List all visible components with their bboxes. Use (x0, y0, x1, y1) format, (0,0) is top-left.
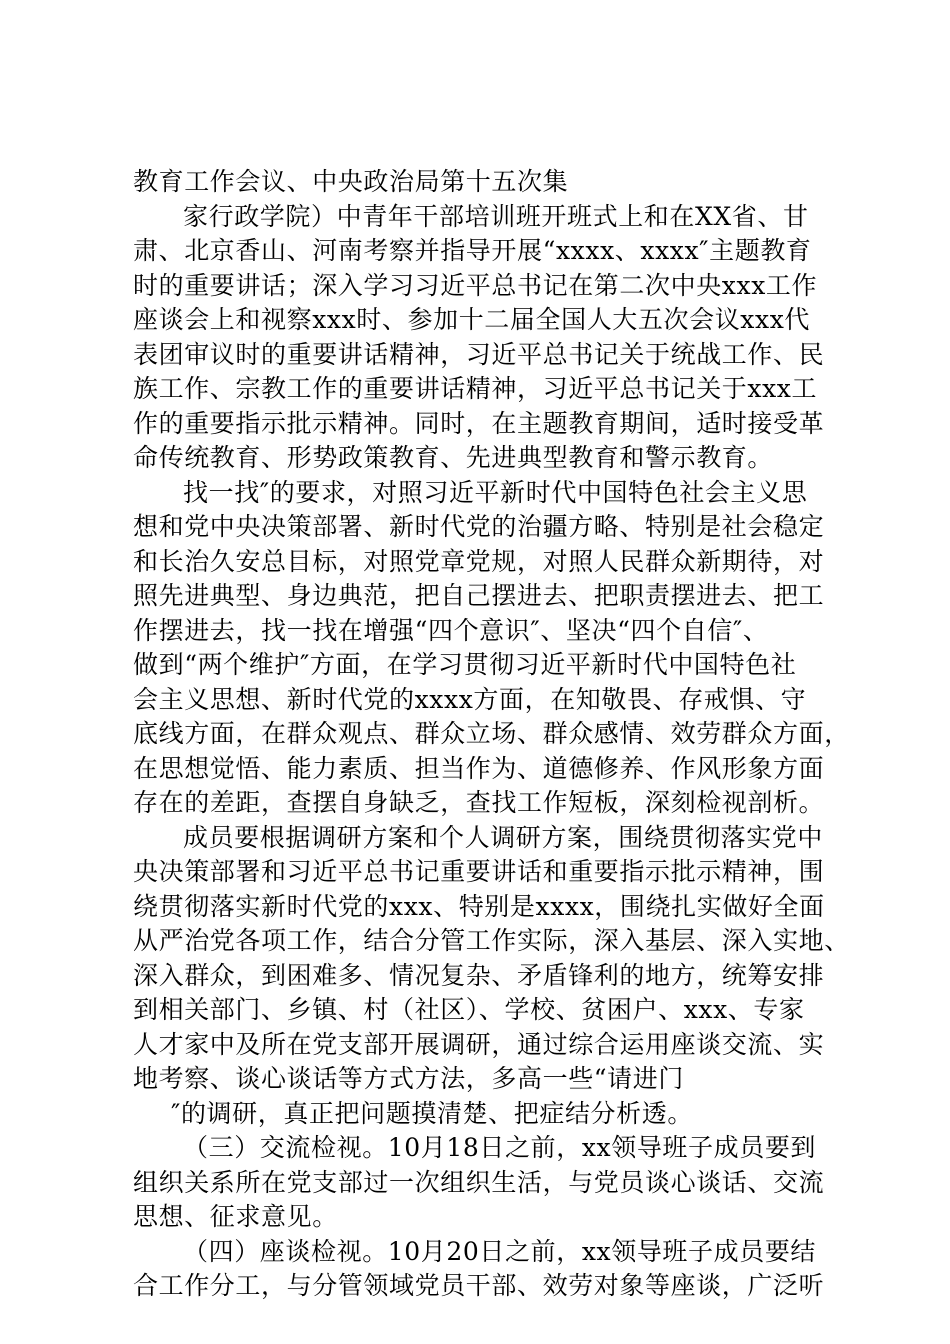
text-line: 作的重要指示批示精神。同时，在主题教育期间，适时接受革 (133, 408, 825, 438)
text-line: 存在的差距，查摆自身缺乏，查找工作短板，深刻检视剖析。 (133, 788, 825, 817)
text-line: （三）交流检视。10月18日之前，xx领导班子成员要到 (183, 1133, 817, 1162)
text-line: 命传统教育、形势政策教育、先进典型教育和警示教育。 (133, 443, 774, 472)
text-line: 人才家中及所在党支部开展调研，通过综合运用座谈交流、实 (133, 1029, 825, 1059)
text-line: 到相关部门、乡镇、村（社区）、学校、贫困户、xxx、专家 (133, 995, 805, 1024)
body-text (133, 165, 850, 1304)
text-line: 照先进典型、身边典范，把自己摆进去、把职责摆进去、把工 (133, 581, 825, 610)
text-line: ″的调研，真正把问题摸清楚、把症结分析透。 (171, 1098, 693, 1128)
text-line: 座谈会上和视察xxx时、参加十二届全国人大五次会议xxx代 (133, 305, 810, 334)
text-line: 找一找″的要求，对照习近平新时代中国特色社会主义思 (183, 477, 808, 507)
text-line: 教育工作会议、中央政治局第十五次集 (133, 167, 569, 196)
text-line: 思想、征求意见。 (133, 1202, 338, 1231)
text-line: 表团审议时的重要讲话精神，习近平总书记关于统战工作、民 (133, 339, 825, 369)
text-line: 想和党中央决策部署、新时代党的治疆方略、特别是社会稳定 (133, 512, 825, 541)
text-line: 肃、北京香山、河南考察并指导开展“xxxx、xxxx″主题教育 (133, 236, 812, 265)
text-line: 和长治久安总目标，对照党章党规，对照人民群众新期待，对 (133, 546, 825, 576)
text-line: 地考察、谈心谈话等方式方法，多高一些“请进门 (133, 1064, 684, 1093)
text-line: 族工作、宗教工作的重要讲话精神，习近平总书记关于xxx工 (133, 374, 818, 403)
text-line: 合工作分工，与分管领域党员干部、效劳对象等座谈，广泛听 (133, 1271, 825, 1300)
text-line: 作摆进去，找一找在增强“四个意识″、坚决“四个自信″、 (133, 615, 769, 645)
text-line: 底线方面，在群众观点、群众立场、群众感情、效劳群众方面， (133, 719, 850, 748)
text-line: 会主义思想、新时代党的xxxx方面，在知敬畏、存戒惧、守 (133, 684, 807, 714)
text-line: 组织关系所在党支部过一次组织生活，与党员谈心谈话、交流 (133, 1167, 825, 1197)
text-line: （四）座谈检视。10月20日之前，xx领导班子成员要结 (183, 1236, 817, 1266)
text-line: 家行政学院）中青年干部培训班开班式上和在XX省、甘 (183, 201, 809, 231)
text-line: 从严治党各项工作，结合分管工作实际，深入基层、深入实地、 (133, 926, 850, 955)
text-line: 央决策部署和习近平总书记重要讲话和重要指示批示精神，围 (133, 857, 825, 886)
text-line: 时的重要讲话；深入学习习近平总书记在第二次中央xxx工作 (133, 270, 818, 300)
text-line: 深入群众，到困难多、情况复杂、矛盾锋利的地方，统筹安排 (133, 960, 825, 990)
text-line: 绕贯彻落实新时代党的xxx、特别是xxxx，围绕扎实做好全面 (133, 891, 825, 921)
text-line: 做到“两个维护″方面，在学习贯彻习近平新时代中国特色社 (133, 650, 797, 679)
text-line: 成员要根据调研方案和个人调研方案，围绕贯彻落实党中 (183, 822, 824, 852)
text-line: 在思想觉悟、能力素质、担当作为、道德修养、作风形象方面 (133, 753, 825, 783)
